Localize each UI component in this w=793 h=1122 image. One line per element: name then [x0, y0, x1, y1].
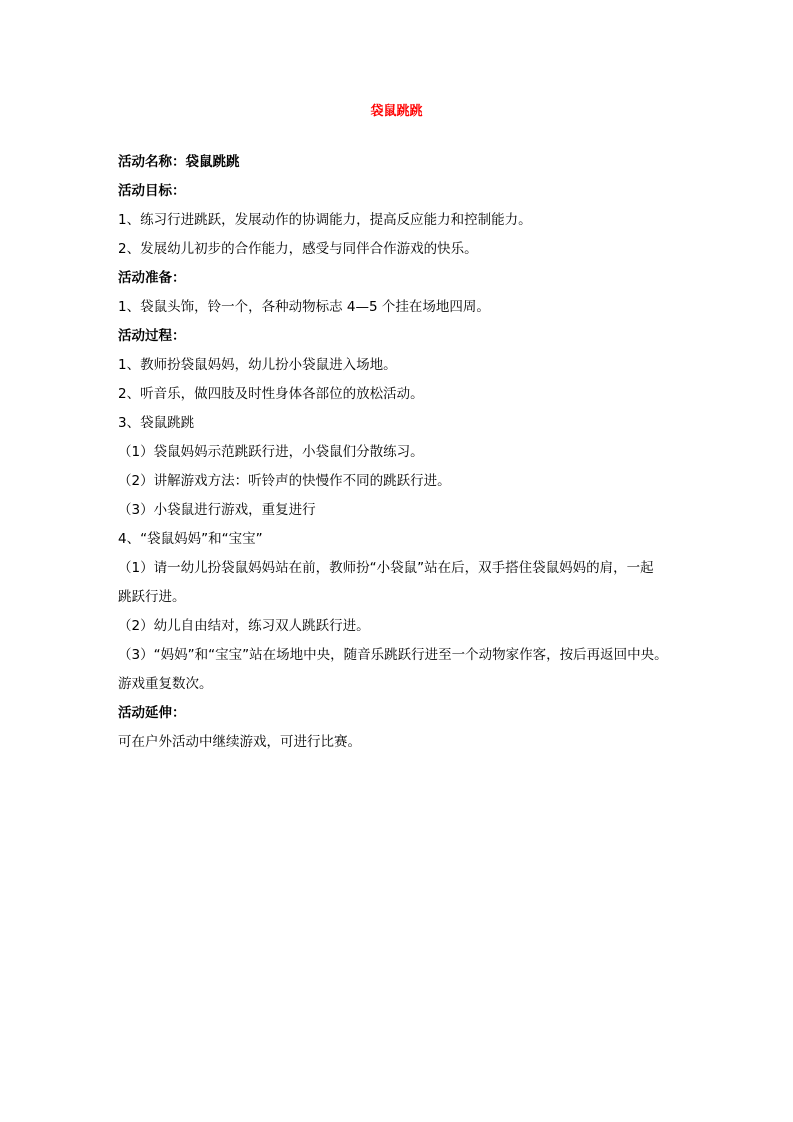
section-heading: 活动过程： [118, 328, 186, 344]
document-title: 袋鼠跳跳 [370, 104, 423, 119]
paragraph-line: 游戏重复数次。 [118, 676, 213, 692]
paragraph-line: （2）讲解游戏方法：听铃声的快慢作不同的跳跃行进。 [118, 473, 451, 489]
section-heading: 活动目标： [118, 183, 186, 199]
paragraph-line: 跳跃行进。 [118, 589, 186, 605]
section-heading: 活动准备： [118, 270, 186, 286]
paragraph-line: 2、听音乐，做四肢及时性身体各部位的放松活动。 [118, 386, 424, 402]
paragraph-line: （2）幼儿自由结对，练习双人跳跃行进。 [118, 618, 370, 634]
paragraph-line: 1、教师扮袋鼠妈妈，幼儿扮小袋鼠进入场地。 [118, 357, 397, 373]
paragraph-line: 可在户外活动中继续游戏，可进行比赛。 [118, 734, 361, 750]
section-heading: 活动延伸： [118, 705, 186, 721]
paragraph-line: （1）袋鼠妈妈示范跳跃行进，小袋鼠们分散练习。 [118, 444, 424, 460]
paragraph-line: （3）小袋鼠进行游戏，重复进行 [118, 502, 316, 518]
paragraph-line: 2、发展幼儿初步的合作能力，感受与同伴合作游戏的快乐。 [118, 241, 478, 257]
section-heading: 活动名称：袋鼠跳跳 [118, 154, 240, 170]
paragraph-line: （1）请一幼儿扮袋鼠妈妈站在前，教师扮“小袋鼠”站在后，双手搭住袋鼠妈妈的肩，一起 [118, 560, 654, 576]
paragraph-line: 1、袋鼠头饰，铃一个，各种动物标志 4—5 个挂在场地四周。 [118, 299, 490, 315]
paragraph-line: 4、“袋鼠妈妈”和“宝宝” [118, 531, 263, 547]
document-body [118, 148, 683, 757]
paragraph-line: 3、袋鼠跳跳 [118, 415, 195, 431]
paragraph-line: （3）“妈妈”和“宝宝”站在场地中央，随音乐跳跃行进至一个动物家作客，按后再返回中央。 [118, 647, 668, 663]
paragraph-line: 1、练习行进跳跃，发展动作的协调能力，提高反应能力和控制能力。 [118, 212, 532, 228]
